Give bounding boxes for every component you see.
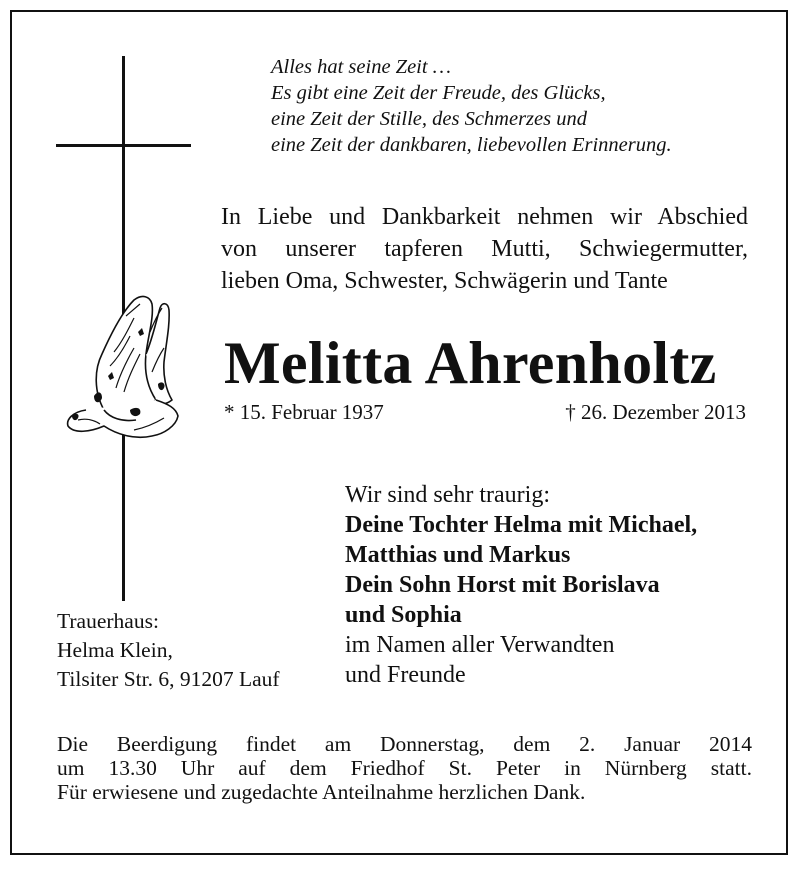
intro-line: In Liebe und Dankbarkeit nehmen wir Abschied — [221, 204, 748, 230]
intro-line: von unserer tapferen Mutti, Schwiegermutter, — [221, 236, 748, 262]
obituary-notice — [10, 10, 788, 855]
trauerhaus-line: Tilsiter Str. 6, 91207 Lauf — [57, 667, 280, 691]
intro-line: lieben Oma, Schwester, Schwägerin und Tante — [221, 268, 668, 294]
poem-line: Es gibt eine Zeit der Freude, des Glücks, — [271, 82, 606, 104]
mourners-closing: im Namen aller Verwandten — [345, 632, 615, 658]
mourner-line: Deine Tochter Helma mit Michael, — [345, 512, 698, 538]
funeral-line: um 13.30 Uhr auf dem Friedhof St. Peter in Nürnberg statt. — [57, 756, 752, 780]
poem — [271, 54, 672, 158]
poem-line: Alles hat seine Zeit … — [271, 56, 451, 78]
mourner-line: und Sophia — [345, 602, 462, 628]
mourners-intro: Wir sind sehr traurig: — [345, 482, 550, 508]
trauerhaus-label: Trauerhaus: — [57, 609, 159, 633]
birth-date: * 15. Februar 1937 — [224, 400, 384, 424]
trauerhaus-line: Helma Klein, — [57, 638, 173, 662]
mourner-line: Dein Sohn Horst mit Borislava — [345, 572, 660, 598]
deceased-name: Melitta Ahrenholtz — [224, 330, 717, 396]
mourners-block — [345, 480, 697, 690]
trauerhaus-address — [57, 607, 280, 694]
mourner-line: Matthias und Markus — [345, 542, 571, 568]
death-date: † 26. Dezember 2013 — [565, 400, 746, 424]
poem-line: eine Zeit der dankbaren, liebevollen Erinnerung. — [271, 134, 672, 156]
poem-line: eine Zeit der Stille, des Schmerzes und — [271, 108, 587, 130]
farewell-intro — [221, 201, 748, 297]
mourners-closing: und Freunde — [345, 662, 466, 688]
funeral-line: Für erwiesene und zugedachte Anteilnahme herzlichen Dank. — [57, 780, 586, 804]
funeral-line: Die Beerdigung findet am Donnerstag, dem 2. Januar 2014 — [57, 732, 752, 756]
funeral-info — [57, 732, 752, 804]
praying-hands-icon — [64, 292, 179, 452]
